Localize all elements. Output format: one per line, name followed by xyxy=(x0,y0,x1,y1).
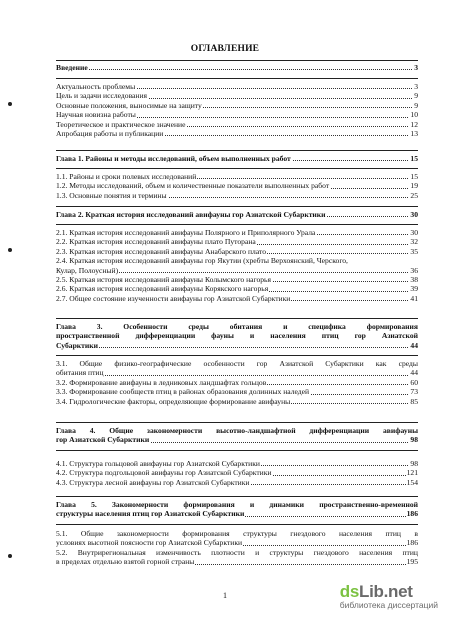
toc-entry[interactable]: 2.7. Общее состояние изученности авифауны гор Азиатской Субарктики 41 xyxy=(56,293,418,303)
toc-entry[interactable]: 4.2. Структура подгольцовой авифауны гор Азиатской Субарктики 121 xyxy=(56,468,418,478)
toc-entry[interactable]: 5.1. Общие закономерности формирования структуры гнездового населения птиц в условиях высотной поясности гор Азиатской Субарктики 186 xyxy=(56,529,418,548)
rule-10 xyxy=(56,450,418,451)
rule-4 xyxy=(56,168,418,169)
rule-5 xyxy=(56,206,418,207)
toc-entry[interactable]: 2.4. Краткая история исследований авифауны гор Якутии (хребты Верхоянский, Черского, xyxy=(56,256,348,266)
toc-entry[interactable]: Научная новизна работы 10 xyxy=(56,110,418,120)
toc-entry[interactable]: 4.3. Структура лесной авифауны гор Азиатской Субарктики 154 xyxy=(56,477,418,487)
toc-entry[interactable]: Актуальность проблемы 3 xyxy=(56,82,418,91)
toc-chapter-4[interactable]: Глава 4. Общие закономерности высотно-ландшафтной дифференциации авифауны гор Азиатской Субарктики 98 xyxy=(56,426,418,445)
toc-entry[interactable]: 1.3. Основные понятия и термины 25 xyxy=(56,190,418,200)
toc-entry[interactable]: 2.2. Краткая история исследований авифауны плато Путорана 32 xyxy=(56,237,418,247)
toc-entry-continued[interactable]: Кулар, Полоусный) 36 xyxy=(56,265,418,275)
watermark-logo: dsLib.net библиотека диссертаций xyxy=(339,582,438,610)
toc-entry[interactable]: 3.1. Общие физико-географические особенности гор Азиатской Субарктики как среды обитания птиц 44 xyxy=(56,359,418,378)
toc-entry[interactable]: 4.1. Структура гольцовой авифауны гор Азиатской Субарктики 98 xyxy=(56,459,418,468)
toc-entry[interactable]: 2.5. Краткая история исследований авифауны Колымского нагорья 38 xyxy=(56,274,418,284)
page-number: 1 xyxy=(223,591,227,600)
toc-entry[interactable]: 3.4. Гидрологические факторы, определяющие формирование авифауны 85 xyxy=(56,396,418,406)
rule-7 xyxy=(56,318,418,319)
toc-entry[interactable]: Основные положения, выносимые на защиту 9 xyxy=(56,100,418,110)
toc-chapter-5[interactable]: Глава 5. Закономерности формирования и динамики пространственно-временной структуры населения птиц гор Азиатской Субарктики 186 xyxy=(56,500,418,519)
toc-entry[interactable]: 1.1. Районы и сроки полевых исследований 15 xyxy=(56,172,418,181)
toc-entry[interactable]: Апробация работы и публикации 13 xyxy=(56,128,418,138)
margin-dot-2 xyxy=(8,248,12,252)
rule-11 xyxy=(56,496,418,497)
toc-entry[interactable]: 3.3. Формирование сообществ птиц в районах образования долинных наледей 73 xyxy=(56,387,418,397)
watermark-subtitle: библиотека диссертаций xyxy=(339,600,438,610)
page-title: ОГЛАВЛЕНИЕ xyxy=(190,44,260,54)
rule-1 xyxy=(56,60,418,61)
toc-entry[interactable]: 5.2. Внутрирегиональная изменчивость плотности и структуры гнездового населения птиц в пределах отдельно взятой горной страны 195 xyxy=(56,547,418,567)
toc-entry[interactable]: Теоретическое и практическое значение 12 xyxy=(56,119,418,129)
toc-entry[interactable]: 2.6. Краткая история исследований авифауны Корякского нагорья 39 xyxy=(56,284,418,294)
rule-12 xyxy=(56,524,418,525)
toc-entry[interactable]: 1.2. Методы исследований, объем и количественные показатели выполненных работ 19 xyxy=(56,181,418,191)
toc-chapter-2[interactable]: Глава 2. Краткая история исследований авифауны гор Азиатской Субарктики 30 xyxy=(56,210,418,219)
toc-entry[interactable]: 2.1. Краткая история исследований авифауны Полярного и Приполярного Урала 30 xyxy=(56,228,418,237)
toc-chapter-3[interactable]: Глава 3. Особенности среды обитания и специфика формирования пространственной дифференциации фауны и населения птиц гор Азиатской Субарктики 44 xyxy=(56,322,418,350)
toc-entry[interactable]: 2.3. Краткая история исследований авифауны Анабарского плато 35 xyxy=(56,246,418,256)
rule-6 xyxy=(56,224,418,225)
toc-intro[interactable]: Введение 3 xyxy=(56,63,418,72)
rule-8 xyxy=(56,355,418,356)
rule-3 xyxy=(56,150,418,151)
rule-9 xyxy=(56,422,418,423)
rule-2 xyxy=(56,78,418,79)
toc-entry[interactable]: 3.2. Формирование авифауны в ледниковых ландшафтах гольцов 60 xyxy=(56,377,418,387)
toc-chapter-1[interactable]: Глава 1. Районы и методы исследований, объем выполненных работ 15 xyxy=(56,154,418,163)
toc-entry[interactable]: Цель и задачи исследования 9 xyxy=(56,91,418,101)
margin-dot-1 xyxy=(8,102,12,106)
margin-dot-3 xyxy=(8,554,12,558)
